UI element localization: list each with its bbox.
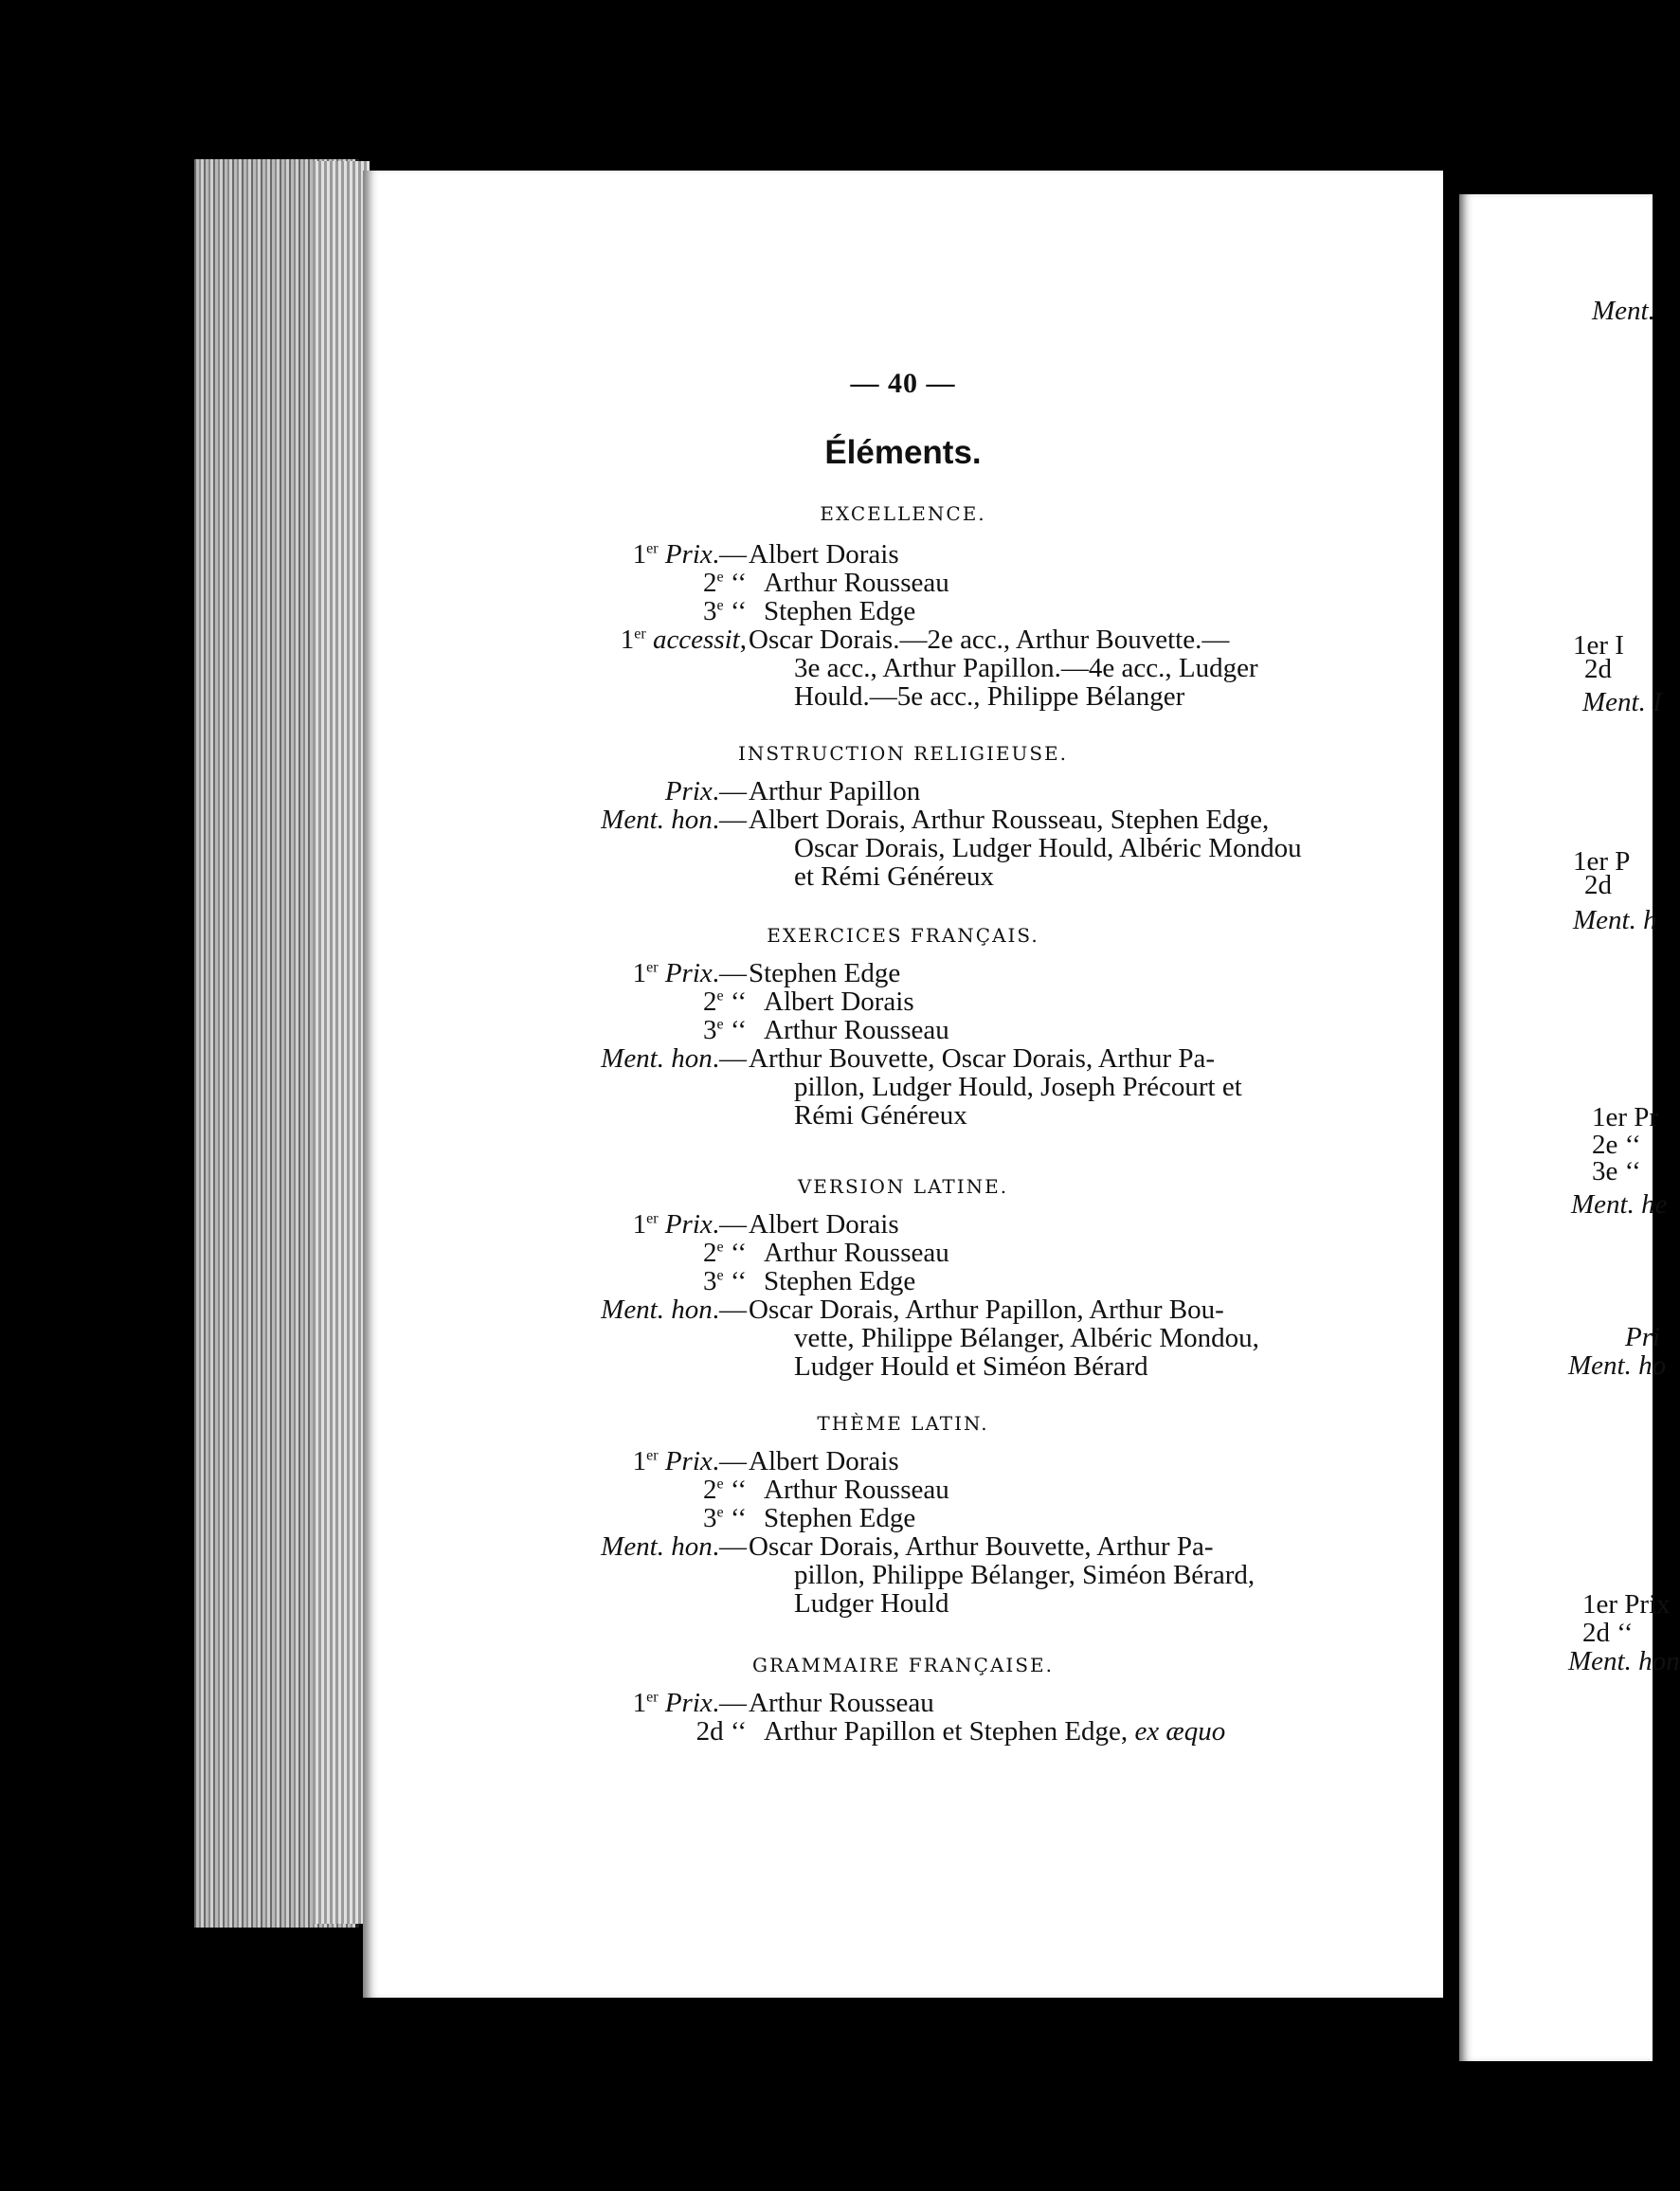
entry-ordinal-suffix: er [646,540,659,557]
page-title: Éléments. [824,434,982,471]
entry-label-word: Ment. hon [601,1295,713,1325]
entry-ordinal: 3 [702,1015,717,1045]
entry-text: Albert Dorais [749,1446,899,1476]
entry-ordinal-suffix: e [716,1476,724,1493]
facing-page-fragment: 2d [1584,870,1612,900]
entry-ordinal-suffix: e [716,987,724,1005]
facing-page-fragment: 3e ‘‘ [1592,1156,1641,1186]
facing-page-fragment: Ment. hon [1568,1646,1680,1676]
facing-page-fragment: Ment. ho [1568,1350,1667,1381]
entry-label [633,1689,747,1718]
entry-ordinal-suffix: er [646,959,659,976]
entry-ordinal-suffix: er [646,1210,659,1227]
entry-text: Arthur Rousseau [764,1475,949,1505]
entry-text: Albert Dorais [764,987,914,1017]
entry-ordinal-suffix: er [646,1689,659,1706]
entry-text: pillon, Ludger Hould, Joseph Précourt et [794,1072,1242,1102]
section-heading: GRAMMAIRE FRANÇAISE. [752,1654,1054,1676]
facing-page-fragment: 2e ‘‘ [1592,1130,1641,1160]
entry-label-word: ‘‘ [730,1475,747,1505]
entry-label-word: ‘‘ [730,1716,747,1747]
entry-text: 3e acc., Arthur Papillon.—4e acc., Ludger [794,653,1258,683]
entry-ordinal: 1 [632,1446,647,1476]
entry-text: Albert Dorais, Arthur Rousseau, Stephen Edge, [749,805,1270,835]
book-page-edges-inner [313,161,370,1924]
entry-text: Arthur Papillon et Stephen Edge, ex æquo [764,1716,1226,1747]
entry-text: et Rémi Généreux [794,861,994,892]
entry-label-word: Prix [664,1209,713,1240]
entry-separator: .— [712,1446,747,1476]
facing-page-fragment: 1er I [1573,630,1624,661]
entry-label [621,625,747,655]
entry-text: Arthur Rousseau [764,1238,949,1268]
entry-text: Hould.—5e acc., Philippe Bélanger [794,681,1185,712]
entry-ordinal: 3 [702,1266,717,1296]
entry-separator: .— [712,1531,747,1562]
facing-page-fragment: Ment. he [1571,1189,1668,1220]
entry-separator: .— [712,1688,747,1718]
entry-text: Oscar Dorais, Arthur Bouvette, Arthur Pa- [749,1531,1214,1562]
entry-label-word: Ment. hon [601,1043,713,1074]
facing-page-fragment: 1er Pr [1592,1102,1659,1132]
entry-text: Ludger Hould [794,1588,949,1619]
entry-ordinal: 1 [632,1209,647,1240]
entry-text: Albert Dorais [749,1209,899,1240]
entry-text: Arthur Bouvette, Oscar Dorais, Arthur Pa- [749,1043,1216,1074]
entry-text: Rémi Généreux [794,1100,967,1131]
entry-text: Arthur Rousseau [764,568,949,598]
entry-label-word: ‘‘ [730,1266,747,1296]
entry-latin-tail: ex æquo [1128,1716,1226,1747]
entry-label [703,1267,747,1296]
left-page [363,171,1443,1998]
section-heading: EXCELLENCE. [820,502,986,525]
entry-label [633,1210,747,1240]
entry-text: Oscar Dorais, Arthur Papillon, Arthur Bou- [749,1295,1224,1325]
entry-separator: .— [712,776,747,806]
entry-ordinal-suffix: e [716,1239,724,1256]
entry-label-word: ‘‘ [730,987,747,1017]
entry-text: Stephen Edge [764,596,916,626]
entry-text: vette, Philippe Bélanger, Albéric Mondou, [794,1323,1259,1353]
section-heading: INSTRUCTION RELIGIEUSE. [738,742,1068,765]
facing-page-fragment: Ment. [1592,296,1655,326]
entry-separator: .— [712,1209,747,1240]
entry-ordinal-suffix: er [634,625,646,643]
entry-ordinal-suffix: er [646,1447,659,1464]
entry-label-word: ‘‘ [730,1238,747,1268]
entry-text: pillon, Philippe Bélanger, Siméon Bérard, [794,1560,1255,1590]
right-page-fragment [1459,194,1680,2061]
entry-text: Stephen Edge [764,1503,916,1533]
entry-ordinal-suffix: e [716,1267,724,1284]
entry-label [703,987,747,1017]
entry-label-word: Prix [664,1446,713,1476]
entry-ordinal: 1 [632,539,647,570]
entry-separator: .— [712,958,747,988]
entry-separator: .— [712,539,747,570]
facing-page-fragment: 2d [1584,654,1612,684]
entry-text: Oscar Dorais, Ludger Hould, Albéric Mondou [794,833,1302,863]
entry-text: Ludger Hould et Siméon Bérard [794,1351,1148,1382]
facing-page-fragment: 2d ‘‘ [1582,1618,1634,1648]
entry-ordinal-suffix: e [716,569,724,586]
entry-text: Arthur Rousseau [749,1688,934,1718]
entry-label [696,1717,747,1747]
entry-text: Arthur Rousseau [764,1015,949,1045]
entry-label [703,1239,747,1268]
entry-label [665,777,747,806]
entry-ordinal: 3 [702,596,717,626]
entry-label-word: ‘‘ [730,1015,747,1045]
entry-ordinal-suffix: e [716,1504,724,1521]
entry-ordinal-suffix: e [716,597,724,614]
section-heading: EXERCICES FRANÇAIS. [767,924,1039,947]
entry-ordinal-suffix: e [716,1016,724,1033]
entry-label [703,1504,747,1533]
entry-separator: , [739,625,747,655]
entry-ordinal: 2 [702,568,717,598]
entry-separator: .— [712,1295,747,1325]
entry-ordinal: 1 [620,625,635,655]
entry-label-word: ‘‘ [730,568,747,598]
entry-label-word: ‘‘ [730,1503,747,1533]
entry-label-word: accessit [652,625,740,655]
entry-label-word: ‘‘ [730,596,747,626]
entry-text: Albert Dorais [749,539,899,570]
entry-label-word: Prix [664,776,713,806]
entry-separator: .— [712,805,747,835]
entry-label [703,1016,747,1045]
entry-text: Arthur Papillon [749,776,921,806]
facing-page-fragment: Pri [1625,1322,1661,1352]
entry-label-word: Ment. hon [601,805,713,835]
entry-text: Stephen Edge [764,1266,916,1296]
entry-ordinal: 2 [702,1475,717,1505]
page-number: — 40 — [850,368,956,399]
entry-label-word: Ment. hon [601,1531,713,1562]
entry-ordinal: 3 [702,1503,717,1533]
entry-label-word: Prix [664,539,713,570]
entry-text: Stephen Edge [749,958,901,988]
entry-label [633,540,747,570]
entry-label [703,569,747,598]
entry-ordinal: 1 [632,958,647,988]
entry-label [601,1532,747,1562]
entry-ordinal: 2 [702,1238,717,1268]
facing-page-fragment: 1er Prix [1582,1589,1671,1620]
entry-text: Oscar Dorais.—2e acc., Arthur Bouvette.— [749,625,1230,655]
entry-separator: .— [712,1043,747,1074]
entry-ordinal: 1 [632,1688,647,1718]
entry-label [601,1295,747,1325]
entry-ordinal: 2d [695,1716,724,1747]
facing-page-fragment: Ment. I [1582,687,1662,717]
entry-label [601,806,747,835]
entry-label [703,597,747,626]
entry-label [633,1447,747,1476]
entry-label [633,959,747,988]
facing-page-fragment: Ment. h [1573,905,1657,935]
entry-label-word: Prix [664,958,713,988]
section-heading: VERSION LATINE. [797,1175,1009,1198]
section-heading: THÈME LATIN. [817,1412,989,1435]
facing-page-fragment: 1er P [1573,846,1631,877]
entry-label [601,1044,747,1074]
entry-label [703,1476,747,1505]
entry-ordinal: 2 [702,987,717,1017]
entry-label-word: Prix [664,1688,713,1718]
